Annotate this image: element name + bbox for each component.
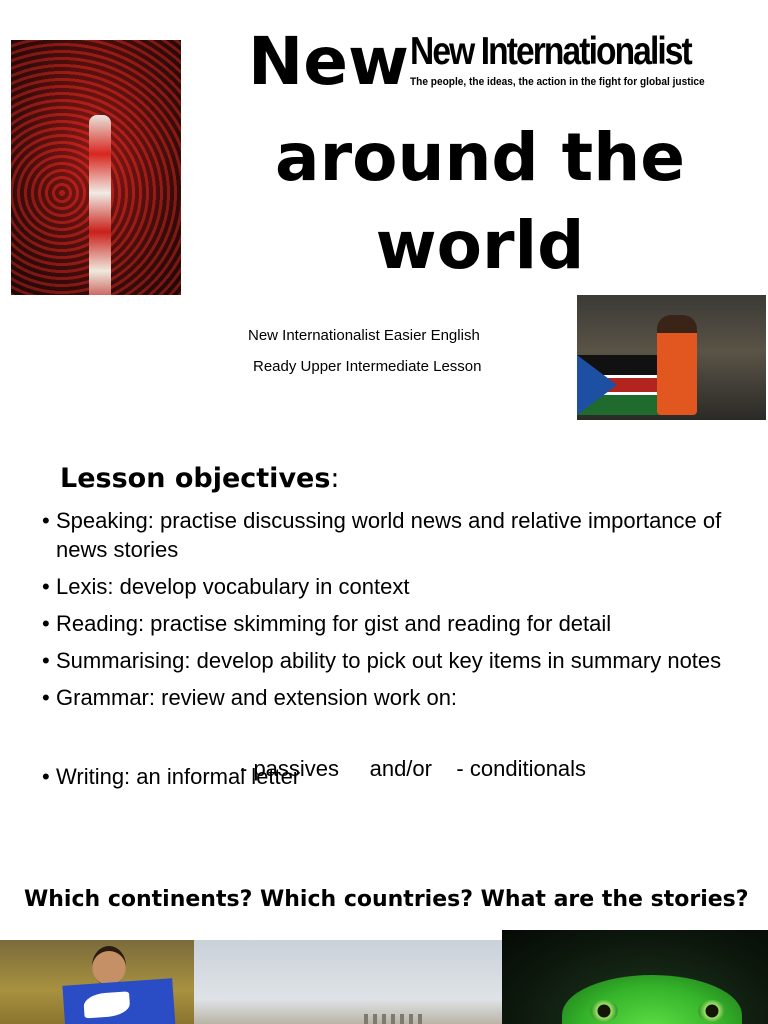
objective-item: • Speaking: practise discussing world news and relative importance of news stories	[42, 506, 762, 564]
bottom-question: Which continents? Which countries? What are the stories?	[24, 887, 749, 912]
sky-city-photo	[194, 940, 502, 1024]
objective-item: • Lexis: develop vocabulary in context	[42, 572, 762, 601]
frog-eye-right	[698, 1000, 726, 1022]
human-tower-photo	[11, 40, 181, 295]
title-line-2: around the world	[275, 119, 685, 284]
human-tower	[89, 115, 111, 295]
objective-item: • Summarising: develop ability to pick out key items in summary notes	[42, 646, 762, 675]
objective-item: • Reading: practise skimming for gist and reading for detail	[42, 609, 762, 638]
protest-sign-photo	[0, 940, 194, 1024]
person-face	[92, 946, 126, 986]
title-line-1: New	[248, 23, 409, 100]
frog-eye-left	[590, 1000, 618, 1022]
subtitle-line-1: New Internationalist Easier English	[248, 327, 480, 344]
person-figure	[657, 315, 697, 415]
dove-sign	[62, 978, 175, 1024]
subtitle-line-2: Ready Upper Intermediate Lesson	[253, 358, 482, 375]
objective-item: • Grammar: review and extension work on:	[42, 683, 762, 712]
logo-tagline: The people, the ideas, the action in the fight for global justice	[410, 76, 705, 88]
objectives-heading-colon: :	[330, 463, 340, 494]
logo-brand: New Internationalist	[410, 30, 691, 73]
new-internationalist-logo	[410, 30, 744, 98]
grammar-forms: - passives and/or - conditionals	[240, 756, 587, 781]
objectives-heading-text: Lesson objectives	[60, 463, 331, 494]
objective-item-writing: • Writing: an informal letter	[42, 762, 762, 791]
flag-celebration-photo	[577, 295, 766, 420]
objectives-heading	[60, 462, 340, 496]
frog-photo	[502, 930, 768, 1024]
city-skyline	[364, 1014, 424, 1024]
